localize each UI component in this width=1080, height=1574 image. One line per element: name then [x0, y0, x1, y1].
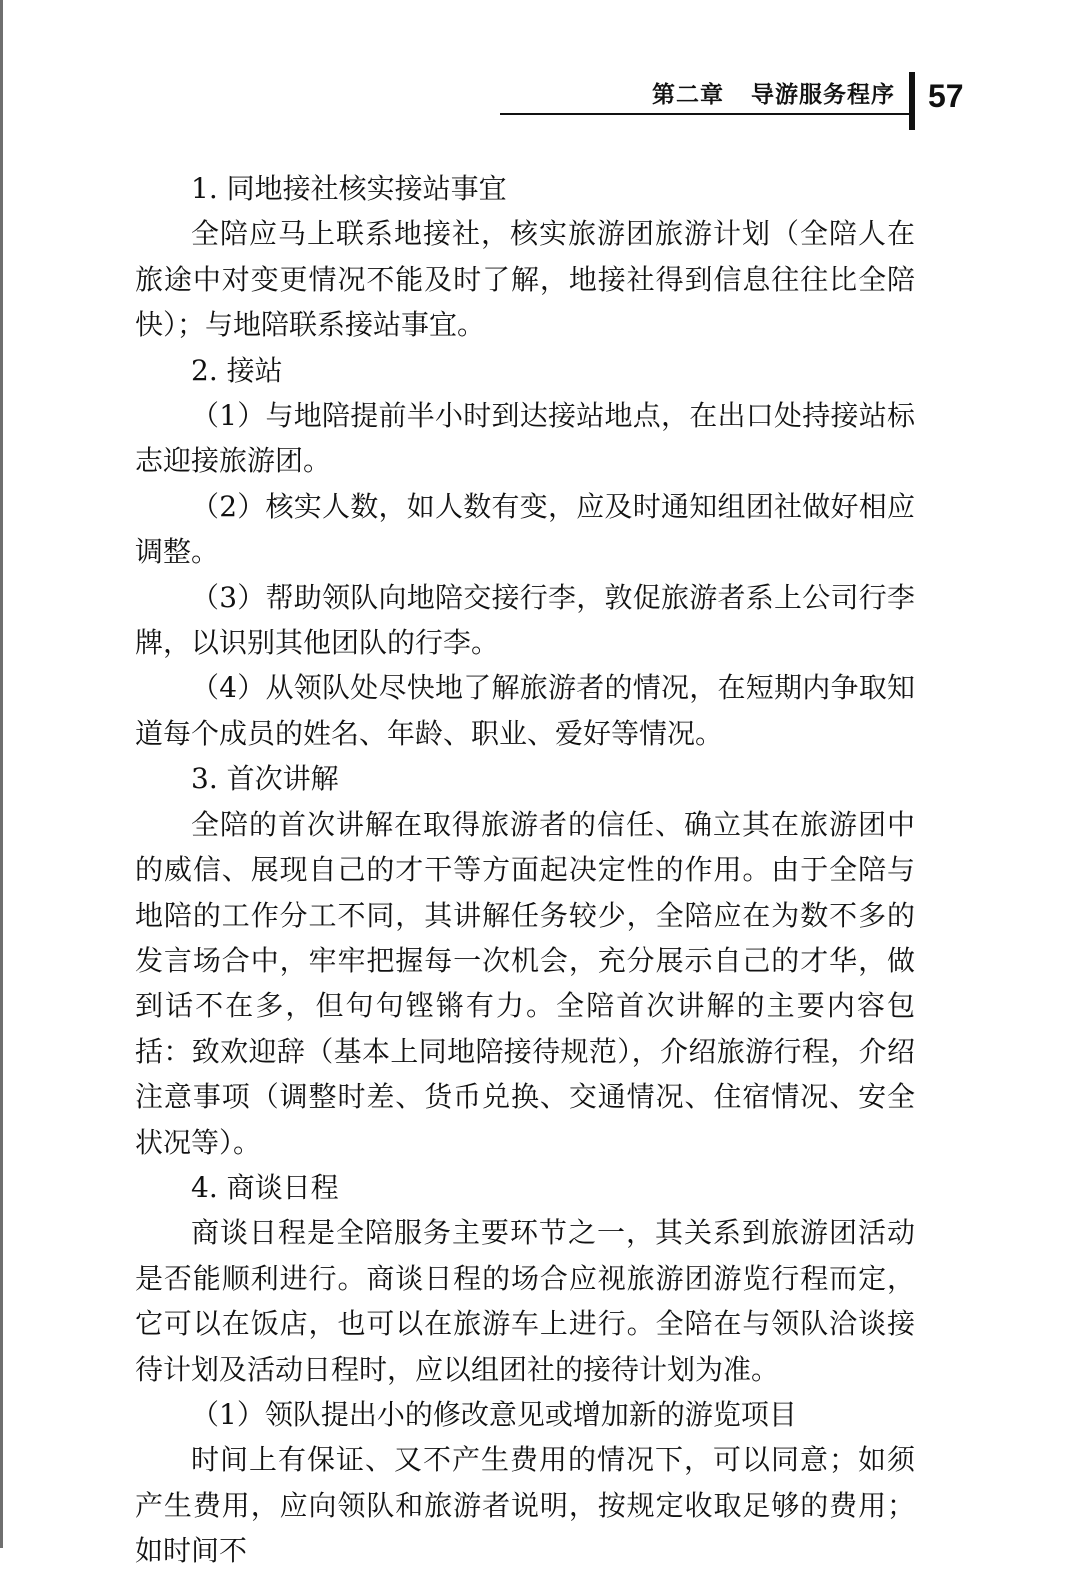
list-item: （1）与地陪提前半小时到达接站地点，在出口处持接站标志迎接旅游团。 [135, 399, 915, 478]
body-text [135, 166, 915, 1574]
list-item: （2）核实人数，如人数有变，应及时通知组团社做好相应调整。 [135, 489, 915, 569]
paragraph: 全陪的首次讲解在取得旅游者的信任、确立其在旅游团中的威信、展现自己的才干等方面起决定性的作用。由于全陪与地陪的工作分工不同，其讲解任务较少，全陪应在为数不多的发言场合中，牢牢把握每一次机会，充分展示自己的才华，做到话不在多，但句句铿锵有力。全陪首次讲解的主要内容包括：致欢迎辞（基本上同地陪接待规范），介绍旅游行程，介绍注意事项（调整时差、货币兑换、交通情况、住宿情况、安全状况等）。 [135, 807, 915, 1159]
section-heading: 2. 接站 [191, 353, 283, 387]
running-header [0, 0, 1080, 140]
header-divider [909, 72, 915, 130]
subsection-heading: （1）领队提出小的修改意见或增加新的游览项目 [191, 1397, 797, 1431]
paragraph: 商谈日程是全陪服务主要环节之一，其关系到旅游团活动是否能顺利进行。商谈日程的场合应视旅游团游览行程而定，它可以在饭店，也可以在旅游车上进行。全陪在与领队洽谈接待计划及活动日程时，应以组团社的接待计划为准。 [135, 1216, 915, 1386]
list-item: （3）帮助领队向地陪交接行李，敦促旅游者系上公司行李牌，以识别其他团队的行李。 [135, 580, 915, 660]
page-number: 57 [928, 78, 964, 114]
section-heading: 3. 首次讲解 [191, 762, 339, 796]
section-heading: 1. 同地接社核实接站事宜 [191, 172, 507, 205]
chapter-title: 第二章 导游服务程序 [651, 82, 895, 108]
paragraph: 时间上有保证、又不产生费用的情况下，可以同意；如须产生费用，应向领队和旅游者说明，按规定收取足够的费用；如时间不 [135, 1443, 915, 1568]
section-heading: 4. 商谈日程 [191, 1170, 339, 1204]
header-rule [500, 113, 912, 115]
paragraph: 全陪应马上联系地接社，核实旅游团旅游计划（全陪人在旅途中对变更情况不能及时了解，地接社得到信息往往比全陪快）；与地陪联系接站事宜。 [135, 217, 915, 342]
page-edge [0, 0, 3, 1548]
list-item: （4）从领队处尽快地了解旅游者的情况，在短期内争取知道每个成员的姓名、年龄、职业、爱好等情况。 [135, 671, 915, 750]
